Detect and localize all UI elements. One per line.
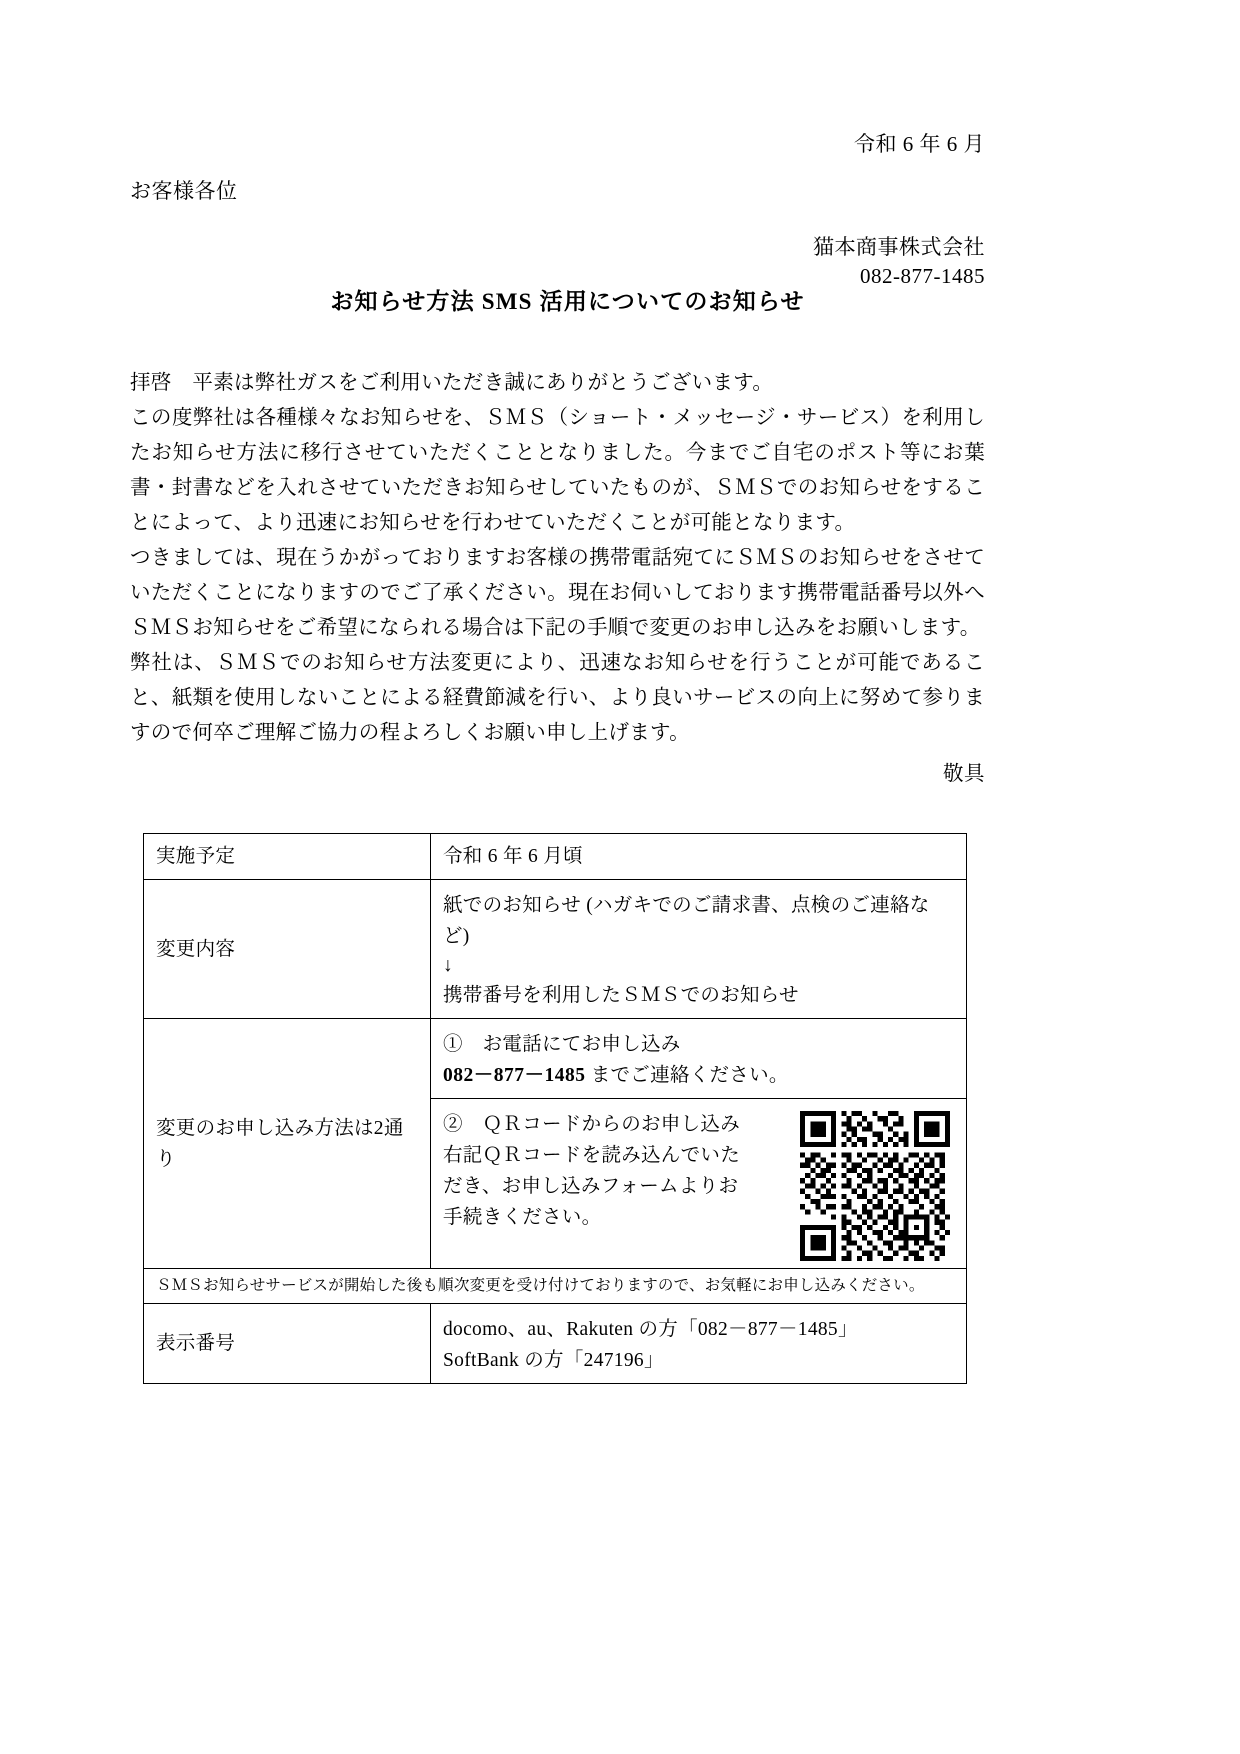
contact-phone-number: 082－877－1485 (443, 1065, 586, 1086)
method2-line-2: だき、お申し込みフォームよりお (443, 1176, 739, 1197)
method2-heading: ② ＱＲコードからのお申し込み (443, 1114, 740, 1135)
row-value-display-number (431, 1304, 967, 1384)
change-content-line-3: 携帯番号を利用したＳＭＳでのお知らせ (443, 985, 799, 1006)
body-paragraph-1: この度弊社は各種様々なお知らせを、ＳＭＳ（ショート・メッセージ・サービス）を利用したお知らせ方法に移行させていただくこととなりました。今までご自宅のポスト等にお葉書・封書などを入れさせていただきお知らせしていたものが、ＳＭＳでのお知らせをすることによって、より迅速にお知らせを行わせていただくことが可能となります。 (130, 407, 985, 534)
company-name: 猫本商事株式会社 (813, 235, 985, 260)
down-arrow-icon: ↓ (443, 955, 454, 976)
display-number-line-2: SoftBank の方「247196」 (443, 1350, 664, 1371)
qr-code-icon (800, 1111, 950, 1261)
letter-addressee: お客様各位 (130, 179, 238, 204)
table-row (144, 1304, 967, 1384)
qr-instructions (443, 1109, 788, 1233)
row-value-schedule: 令和 6 年 6 月頃 (431, 834, 967, 880)
details-table (143, 833, 967, 1384)
row-label-display-number: 表示番号 (144, 1304, 431, 1384)
row-label-change-content: 変更内容 (144, 880, 431, 1019)
letter-body (130, 366, 985, 792)
table-row (144, 1269, 967, 1304)
table-row (144, 1019, 967, 1099)
method1-heading: ① お電話にてお申し込み (443, 1034, 681, 1055)
row-value-change-content (431, 880, 967, 1019)
method1-detail-suffix: までご連絡ください。 (585, 1065, 789, 1086)
letter-closing: 敬具 (943, 763, 985, 785)
display-number-line-1: docomo、au、Rakuten の方「082－877－1485」 (443, 1319, 858, 1340)
method1-detail (443, 1060, 956, 1091)
body-paragraph-3: 弊社は、ＳＭＳでのお知らせ方法変更により、迅速なお知らせを行うことが可能であること、紙類を使用しないことによる経費節減を行い、より良いサービスの向上に努めて参りますので何卒ご理解ご協力の程よろしくお願い申し上げます。 (130, 652, 985, 744)
table-row (144, 834, 967, 880)
letter-date: 令和 6 年 6 月 (854, 132, 985, 156)
company-telephone: 082-877-1485 (860, 263, 985, 288)
row-label-schedule: 実施予定 (144, 834, 431, 880)
method2-line-3: 手続きください。 (443, 1207, 602, 1228)
table-row (144, 880, 967, 1019)
change-content-line-1: 紙でのお知らせ (ハガキでのご請求書、点検のご連絡など) (443, 895, 930, 947)
service-note: ＳＭＳお知らせサービスが開始した後も順次変更を受け付けておりますので、お気軽にお申し込みください。 (144, 1269, 967, 1304)
document-title: お知らせ方法 SMS 活用についてのお知らせ (330, 289, 805, 314)
application-method-phone (431, 1019, 967, 1099)
method2-line-1: 右記ＱＲコードを読み込んでいた (443, 1145, 741, 1166)
application-method-qr (431, 1099, 967, 1269)
body-greeting: 拝啓 平素は弊社ガスをご利用いただき誠にありがとうございます。 (130, 372, 774, 394)
row-label-application-methods: 変更のお申し込み方法は2通り (144, 1019, 431, 1269)
letter-header (130, 130, 985, 289)
body-paragraph-2: つきましては、現在うかがっておりますお客様の携帯電話宛てにＳＭＳのお知らせをさせていただくことになりますのでご了承ください。現在お伺いしております携帯電話番号以外へＳＭＳお知らせをご希望になられる場合は下記の手順で変更のお申し込みをお願いします。 (130, 547, 985, 639)
